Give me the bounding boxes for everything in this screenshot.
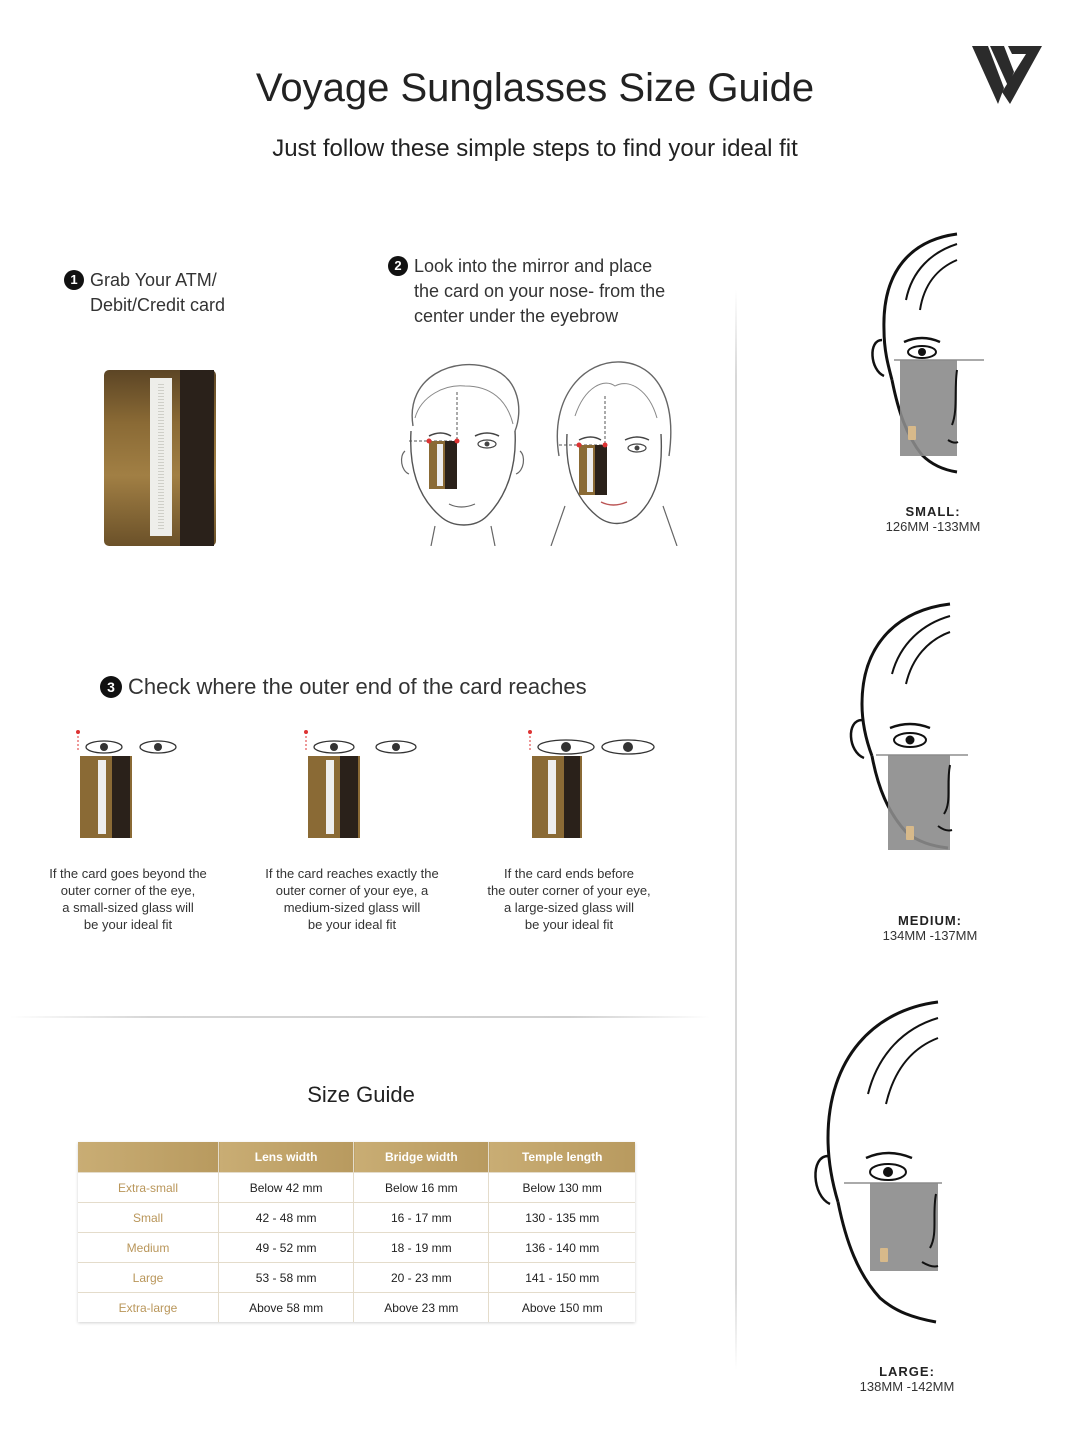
table-cell: 49 - 52 mm bbox=[219, 1233, 354, 1263]
step-2-number: 2 bbox=[388, 256, 408, 276]
table-header: Bridge width bbox=[354, 1142, 489, 1173]
table-cell: 141 - 150 mm bbox=[489, 1263, 635, 1293]
step-1-text: 1 Grab Your ATM/ Debit/Credit card bbox=[64, 268, 284, 318]
medium-fit-caption: If the card reaches exactly the outer corner of your eye, a medium-sized glass will be your ideal fit bbox=[265, 866, 439, 932]
size-name-cell: Extra-small bbox=[78, 1173, 219, 1203]
step-3-number: 3 bbox=[100, 676, 122, 698]
table-cell: 130 - 135 mm bbox=[489, 1203, 635, 1233]
table-cell: 20 - 23 mm bbox=[354, 1263, 489, 1293]
page-subtitle: Just follow these simple steps to find your ideal fit bbox=[272, 135, 798, 162]
table-cell: Below 42 mm bbox=[219, 1173, 354, 1203]
large-fit-caption: If the card ends before the outer corner of your eye, a large-sized glass will be your ideal fit bbox=[487, 866, 651, 932]
table-cell: Below 130 mm bbox=[489, 1173, 635, 1203]
small-face-label: SMALL: 126MM -133MM bbox=[885, 504, 981, 534]
large-face-profile-illustration bbox=[804, 998, 944, 1328]
horizontal-divider bbox=[10, 1016, 710, 1018]
table-cell: 53 - 58 mm bbox=[219, 1263, 354, 1293]
size-guide-title: Size Guide bbox=[307, 1082, 415, 1107]
table-header: Temple length bbox=[489, 1142, 635, 1173]
table-cell: 16 - 17 mm bbox=[354, 1203, 489, 1233]
table-row bbox=[78, 1293, 635, 1323]
table-header: Lens width bbox=[219, 1142, 354, 1173]
table-cell: 42 - 48 mm bbox=[219, 1203, 354, 1233]
table-cell: Above 23 mm bbox=[354, 1293, 489, 1323]
brand-logo-icon bbox=[968, 42, 1046, 110]
female-face-card-illustration bbox=[545, 356, 680, 546]
small-face-profile-illustration bbox=[862, 230, 987, 480]
vertical-divider bbox=[735, 290, 737, 1370]
size-guide-table bbox=[78, 1142, 635, 1322]
small-fit-eye-illustration bbox=[72, 726, 184, 840]
table-cell: 18 - 19 mm bbox=[354, 1233, 489, 1263]
table-cell: Above 150 mm bbox=[489, 1293, 635, 1323]
medium-fit-eye-illustration bbox=[300, 726, 422, 840]
size-name-cell: Extra-large bbox=[78, 1293, 219, 1323]
table-header-row bbox=[78, 1142, 635, 1173]
page-title: Voyage Sunglasses Size Guide bbox=[255, 66, 815, 110]
male-face-card-illustration bbox=[395, 356, 530, 546]
large-face-label: LARGE: 138MM -142MM bbox=[859, 1364, 955, 1394]
table-cell: Below 16 mm bbox=[354, 1173, 489, 1203]
size-name-cell: Large bbox=[78, 1263, 219, 1293]
large-fit-eye-illustration bbox=[522, 726, 664, 840]
table-cell: 136 - 140 mm bbox=[489, 1233, 635, 1263]
table-header bbox=[78, 1142, 219, 1173]
step-1-number: 1 bbox=[64, 270, 84, 290]
table-row bbox=[78, 1263, 635, 1293]
medium-face-label: MEDIUM: 134MM -137MM bbox=[882, 913, 978, 943]
step-2-text: 2 Look into the mirror and place the card on your nose- from the center under the eyebrow bbox=[388, 254, 708, 329]
table-row bbox=[78, 1173, 635, 1203]
table-row bbox=[78, 1203, 635, 1233]
credit-card-illustration bbox=[104, 370, 216, 546]
table-cell: Above 58 mm bbox=[219, 1293, 354, 1323]
medium-face-profile-illustration bbox=[840, 600, 970, 850]
small-fit-caption: If the card goes beyond the outer corner of the eye, a small-sized glass will be your ideal fit bbox=[49, 866, 207, 932]
table-row bbox=[78, 1233, 635, 1263]
size-name-cell: Small bbox=[78, 1203, 219, 1233]
size-name-cell: Medium bbox=[78, 1233, 219, 1263]
step-3-text: 3 Check where the outer end of the card reaches bbox=[100, 674, 660, 699]
